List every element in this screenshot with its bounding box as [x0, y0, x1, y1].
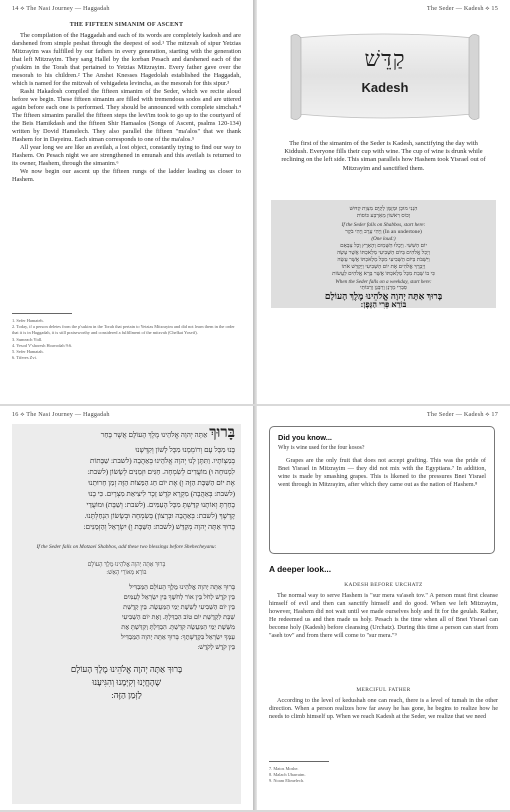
- hebrew-line: מִשֵּׁשֶׁת יְמֵי הַמַּעֲשֶׂה קִדַּשְׁתָּ. הִבְדַּלְתָּ וְקִדַּשְׁתָּ אֶת: [121, 624, 235, 631]
- hebrew-line: הִנְנִי מוּכָן וּמְזֻמָּן לְקַיֵּם מִצְוַת קִדּוּשׁ: [349, 206, 418, 212]
- paragraph: The normal way to serve Hashem is "sur mera va'aseh tov." A person must first cleanse himself of evil and then can sanctify himself and do good. When we left Mitzrayim, however, Hashem did not wait until we made ourselves holy and fit for the geulah. Rather, He redeemed us and then made us holy. Pesach is the time when all of Bnei Yisrael can become holy (Kadesh) before cleansing (Urchatz). During this time a person can start from "aseh tov" and from there will come to "sur mera."⁹: [269, 592, 498, 639]
- footnote: 5. Sefer Hamatah.: [12, 349, 44, 355]
- running-head: 16 ⟡ The Nasi Journey — Haggadah: [12, 411, 110, 418]
- hebrew-line: בּוֹרֵא מְאוֹרֵי הָאֵשׁ:: [106, 570, 147, 576]
- subheading: KADESH BEFORE URCHATZ: [344, 582, 423, 588]
- did-you-know-box: [269, 426, 495, 554]
- hebrew-line: בֵּין יוֹם הַשְּׁבִיעִי לְשֵׁשֶׁת יְמֵי הַמַּעֲשֶׂה. בֵּין קְדֻשַּׁת: [123, 604, 235, 611]
- section-title: THE FIFTEEN SIMANIM OF ASCENT: [69, 22, 184, 28]
- title-scroll: [287, 28, 483, 124]
- scroll-graphic: [287, 28, 483, 124]
- bracha-line: בָּרוּךְ אַתָּה יְהוָה אֱלֹהֵינוּ מֶלֶךְ הָעוֹלָם: [324, 291, 443, 301]
- subheading: MERCIFUL FATHER: [356, 687, 411, 693]
- hebrew-line: כִּי בוֹ שָׁבַת מִכָּל מְלַאכְתּוֹ אֲשֶׁר בָּרָא אֱלֹהִים לַעֲשׂוֹת: [332, 271, 435, 277]
- hebrew-line: בֵּין קֹדֶשׁ לְחֹל בֵּין אוֹר לְחֹשֶׁךְ בֵּין יִשְׂרָאֵל לָעַמִּים: [123, 594, 235, 601]
- hebrew-line: [18, 425, 235, 441]
- footnote: 4. Yesod V'shoresh Hoavodah 9:6.: [12, 342, 73, 348]
- bracha-line: בּוֹרֵא פְּרִי הַגָּפֶן:: [360, 300, 407, 309]
- instruction: If the Seder falls on Motzaei Shabbos, add these two blessings before Shehecheyanu:: [36, 544, 217, 550]
- bracha-line: שֶׁהֶחֱיָנוּ וְקִיְּמָנוּ וְהִגִּיעָנוּ: [92, 677, 161, 687]
- scroll-title: Kadesh: [361, 80, 409, 95]
- hebrew-line: בְּמִצְוֹתָיו. וַתִּתֶּן לָנוּ יְהוָה אֱלֹהֵינוּ בְּאַהֲבָה (לשבת: שַׁבָּתוֹת: [89, 457, 235, 465]
- footnotes: [269, 766, 498, 785]
- hebrew-line: וַיְכַל אֱלֹהִים בַּיּוֹם הַשְּׁבִיעִי מְלַאכְתּוֹ אֲשֶׁר עָשָׂה: [336, 250, 431, 256]
- hebrew-line: (In an undertone) וַיְהִי עֶרֶב וַיְהִי בֹקֶר: [345, 229, 422, 235]
- hebrew-line: (לשבת: בְּאַהֲבָה) מִקְרָא קֹדֶשׁ זֵכֶר לִיצִיאַת מִצְרָיִם. כִּי בָנוּ: [88, 490, 235, 498]
- bracha-line: בָּרוּךְ אַתָּה יְהוָה אֱלֹהֵינוּ מֶלֶךְ הָעוֹלָם: [70, 664, 183, 674]
- hebrew-line: קָדְשֶׁךָ (לשבת: בְּאַהֲבָה וּבְרָצוֹן) בְּשִׂמְחָה וּבְשָׂשׂוֹן הִנְחַלְתָּנוּ.: [84, 512, 235, 520]
- instruction: (One loud:): [371, 236, 396, 242]
- scroll-hebrew-title: קַדֵּשׁ: [364, 46, 406, 71]
- hebrew-line: לִמְנוּחָה וּ) מוֹעֲדִים לְשִׂמְחָה. חַגִּים וּזְמַנִּים לְשָׂשׂוֹן (לשבת:: [87, 468, 235, 476]
- drop-cap: בָּרוּךְ: [209, 425, 235, 441]
- intro-text: The first of the simanim of the Seder is Kadesh, sanctifying the day with Kiddush. Everyone fills their cup with wine. The cup of wine is drunk while reclining on the left side. This siman parallels how Hashem took Yisrael out of Mitzrayim and sanctified them.: [281, 140, 486, 172]
- hebrew-line: בֵּין קֹדֶשׁ לְקֹדֶשׁ:: [197, 644, 235, 651]
- footnote: 9. Noam Elimelech.: [269, 778, 305, 784]
- kiddush-hebrew-box: [12, 424, 241, 804]
- bracha-line: לַזְּמַן הַזֶּה:: [111, 690, 142, 700]
- body-text: [12, 32, 241, 184]
- body-text: [269, 697, 498, 721]
- paragraph: According to the level of kedushah one can reach, there is a level of tumah in the other direction. When a person realizes how far away he has gone, he begins to realize how he needs to climb himself up. When we reach Kadesh at the Seder, we realize that we need: [269, 697, 498, 720]
- hebrew-line: בָּנוּ מִכָּל עָם וְרוֹמְמָנוּ מִכָּל לָשׁוֹן וְקִדְּשָׁנוּ: [135, 446, 235, 454]
- instruction: If the Seder falls on Shabbos, start here:: [341, 222, 426, 228]
- running-head: The Seder — Kadesh ⟡ 17: [426, 411, 498, 418]
- kiddush-box: [271, 200, 496, 308]
- hebrew-line: בָּרוּךְ אַתָּה יְהוָה מְקַדֵּשׁ (לשבת: הַשַּׁבָּת וְ) יִשְׂרָאֵל וְהַזְּמַנִּים:: [83, 523, 235, 531]
- paragraph: Rashi Hakadosh compiled the fifteen simanim of the Seder, which we recite aloud before we begin. These fifteen simanim are filled with tremendous sodos and are uttered again before each one is performed. They should be announced with complete simchah.⁴ The fifteen simanim parallel the fifteen steps the levi'im took to go up to the courtyard of the Beis Hamikdash and the fifteen Shir Hamaalos (Songs of Ascent, psalms 120-134) written by Dovid Hamelech. They also parallel the fifteen "ma'alos" that we thank Hashem for in Dayeinu. Each siman corresponds to one of the ma'alos.⁵: [12, 88, 241, 143]
- paragraph: We now begin our ascent up the fifteen rungs of the ladder leading us closer to Hashem.: [12, 168, 241, 183]
- page-15: [257, 0, 510, 404]
- running-head: 14 ⟡ The Nasi Journey — Haggadah: [12, 5, 110, 12]
- footnote: 8. Malach Ubarraim.: [269, 772, 306, 778]
- hebrew-line: בָחַרְתָּ וְאוֹתָנוּ קִדַּשְׁתָּ מִכָּל הָעַמִּים. (לשבת: וְשַׁבָּת) וּמוֹעֲדֵי: [86, 501, 235, 509]
- hebrew-line: וַיִּשְׁבֹּת בַּיּוֹם הַשְּׁבִיעִי מִכָּל מְלַאכְתּוֹ אֲשֶׁר עָשָׂה: [337, 257, 430, 263]
- bottom-spread: [0, 406, 510, 810]
- hebrew-line: שַׁבָּת לִקְדֻשַּׁת יוֹם טוֹב הִבְדַּלְתָּ. וְאֶת יוֹם הַשְּׁבִיעִי: [121, 614, 235, 621]
- instruction: When the Seder falls on a weekday, start here:: [335, 279, 432, 285]
- hebrew-line: עַמְּךָ יִשְׂרָאֵל בִּקְדֻשָּׁתֶךָ: בָּרוּךְ אַתָּה יְהוָה הַמַּבְדִּיל: [120, 634, 235, 641]
- box-question: Why is wine used for the four kosos?: [278, 445, 365, 451]
- hebrew-line: סַבְרִי מָרָנָן וְרַבָּנָן וְרַבּוֹתַי: [360, 285, 407, 291]
- page-14: [0, 0, 253, 404]
- box-body: Grapes are the only fruit that does not accept grafting. This was the pride of Bnei Yisrael in Mitzrayim — they did not mix with the Egyptians.⁷ In addition, wine is made by smashing grapes. This is likened to the pressures Bnei Yisrael went through in Mitzrayim, after which they came out as the nation of Hashem.⁸: [278, 457, 486, 488]
- footnotes: [12, 318, 241, 361]
- hebrew-text: אַתָּה יְהוָה אֱלֹהֵינוּ מֶלֶךְ הָעוֹלָם אֲשֶׁר בָּחַר: [100, 431, 208, 439]
- page-17: [257, 406, 510, 810]
- hebrew-line: אֶת יוֹם הַשַּׁבָּת הַזֶּה וְ) אֶת יוֹם חַג הַמַּצּוֹת הַזֶּה זְמַן חֵרוּתֵנוּ: [88, 479, 235, 487]
- hebrew-line: בָּרוּךְ אַתָּה יְהוָה אֱלֹהֵינוּ מֶלֶךְ הָעוֹלָם הַמַּבְדִּיל: [129, 584, 235, 591]
- body-text: [269, 592, 498, 640]
- hebrew-line: בָּרוּךְ אַתָּה יְהוָה אֱלֹהֵינוּ מֶלֶךְ הָעוֹלָם: [87, 562, 166, 568]
- hebrew-line: יוֹם הַשִּׁשִּׁי. וַיְכֻלּוּ הַשָּׁמַיִם וְהָאָרֶץ וְכָל צְבָאָם: [340, 243, 427, 249]
- footnote: 7. Matos Moshe.: [269, 766, 299, 771]
- hebrew-line: וְכוֹס רִאשׁוֹן מֵאַרְבַּע כּוֹסוֹת: [356, 213, 411, 219]
- page-16: [0, 406, 253, 810]
- paragraph: The compilation of the Haggadah and each of its words are completely kadosh and are darshened from simple peshat through the deepest of sod.¹ The mitzvah of sipur Yetzias Mitzrayim was fulfilled by our fathers in every generation, starting with the generation that left Mitzrayim. They sang Hallel by the korban Pesach and darshened each of the p'sukim in the Torah that pertained to Yetzias Mitzrayim. Every father gave over the mesorah to his children.² The Anshei Knesses Hagedolah established the Haggadah, which is named for the mitzvah of vehigadeta levincha, as the mesorah for this sipur.³: [12, 32, 241, 87]
- footnote: 2. Today, if a person deletes from the p'sukim in the Torah that pertain to Yetzias Mitzrayim and did not learn them in the order that it is in Haggadah, it is still praiseworthy and considered a fulfillment of the mitzvah (Chelkat Yoseif).: [12, 324, 235, 336]
- footnote: 1. Sefer Hamateh.: [12, 318, 44, 323]
- footnote-rule: [12, 313, 72, 314]
- deeper-look-heading: A deeper look...: [269, 564, 332, 574]
- footnote-rule: [269, 761, 329, 762]
- top-spread: [0, 0, 510, 404]
- footnote: 3. Sumeach Yidl.: [12, 336, 43, 342]
- running-head: The Seder — Kadesh ⟡ 15: [426, 5, 498, 12]
- box-title: Did you know...: [278, 433, 332, 442]
- paragraph: All year long we are like an aveilah, a lost object, constantly trying to find our way to Hashem. On Pesach night we are strengthened in emunah and this aveilah is returned to its owner, Hashem, through the simanim.⁶: [12, 144, 241, 167]
- hebrew-line: וַיְבָרֶךְ אֱלֹהִים אֶת יוֹם הַשְּׁבִיעִי וַיְקַדֵּשׁ אֹתוֹ: [341, 264, 426, 270]
- footnote: 6. Tiferes Zvi.: [12, 355, 37, 361]
